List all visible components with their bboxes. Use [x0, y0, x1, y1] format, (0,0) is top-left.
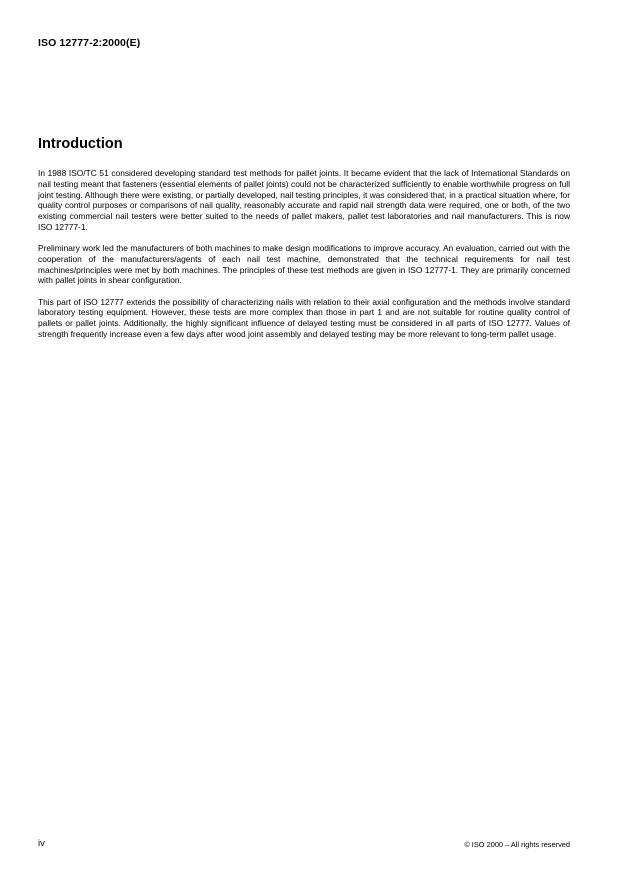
- page-number: iv: [38, 838, 45, 849]
- section-body: [38, 168, 570, 350]
- copyright-notice: © ISO 2000 – All rights reserved: [464, 840, 570, 849]
- document-id: ISO 12777-2:2000(E): [38, 37, 141, 49]
- paragraph: Preliminary work led the manufacturers of both machines to make design modifications to improve accuracy. An evaluation, carried out with the cooperation of the manufacturers/agents of each nail test machine, demonstrated that the technical requirements for nail test machines/principles were met by both machines. The principles of these test methods are given in ISO 12777-1. They are primarily concerned with pallet joints in shear configuration.: [38, 243, 570, 286]
- section-heading: Introduction: [38, 136, 123, 152]
- paragraph: In 1988 ISO/TC 51 considered developing standard test methods for pallet joints. It became evident that the lack of International Standards on nail testing meant that fasteners (essential elements of pallet joints) could not be characterized sufficiently to enable worthwhile progress on full joint testing. Although there were existing, or partially developed, nail testing principles, it was considered that, in a practical situation where, for quality control purposes or comparisons of nail quality, reasonably accurate and rapid nail strength data were required, one or both, of the two existing commercial nail testers were better suited to the needs of pallet makers, pallet test laboratories and nail manufacturers. This is now ISO 12777-1.: [38, 168, 570, 232]
- paragraph: This part of ISO 12777 extends the possibility of characterizing nails with relation to their axial configuration and the methods involve standard laboratory testing equipment. However, these tests are more complex than those in part 1 and are not suitable for routine quality control of pallets or pallet joints. Additionally, the highly significant influence of delayed testing must be considered in all parts of ISO 12777. Values of strength frequently increase even a few days after wood joint assembly and delayed testing may be more relevant to long-term pallet usage.: [38, 296, 570, 339]
